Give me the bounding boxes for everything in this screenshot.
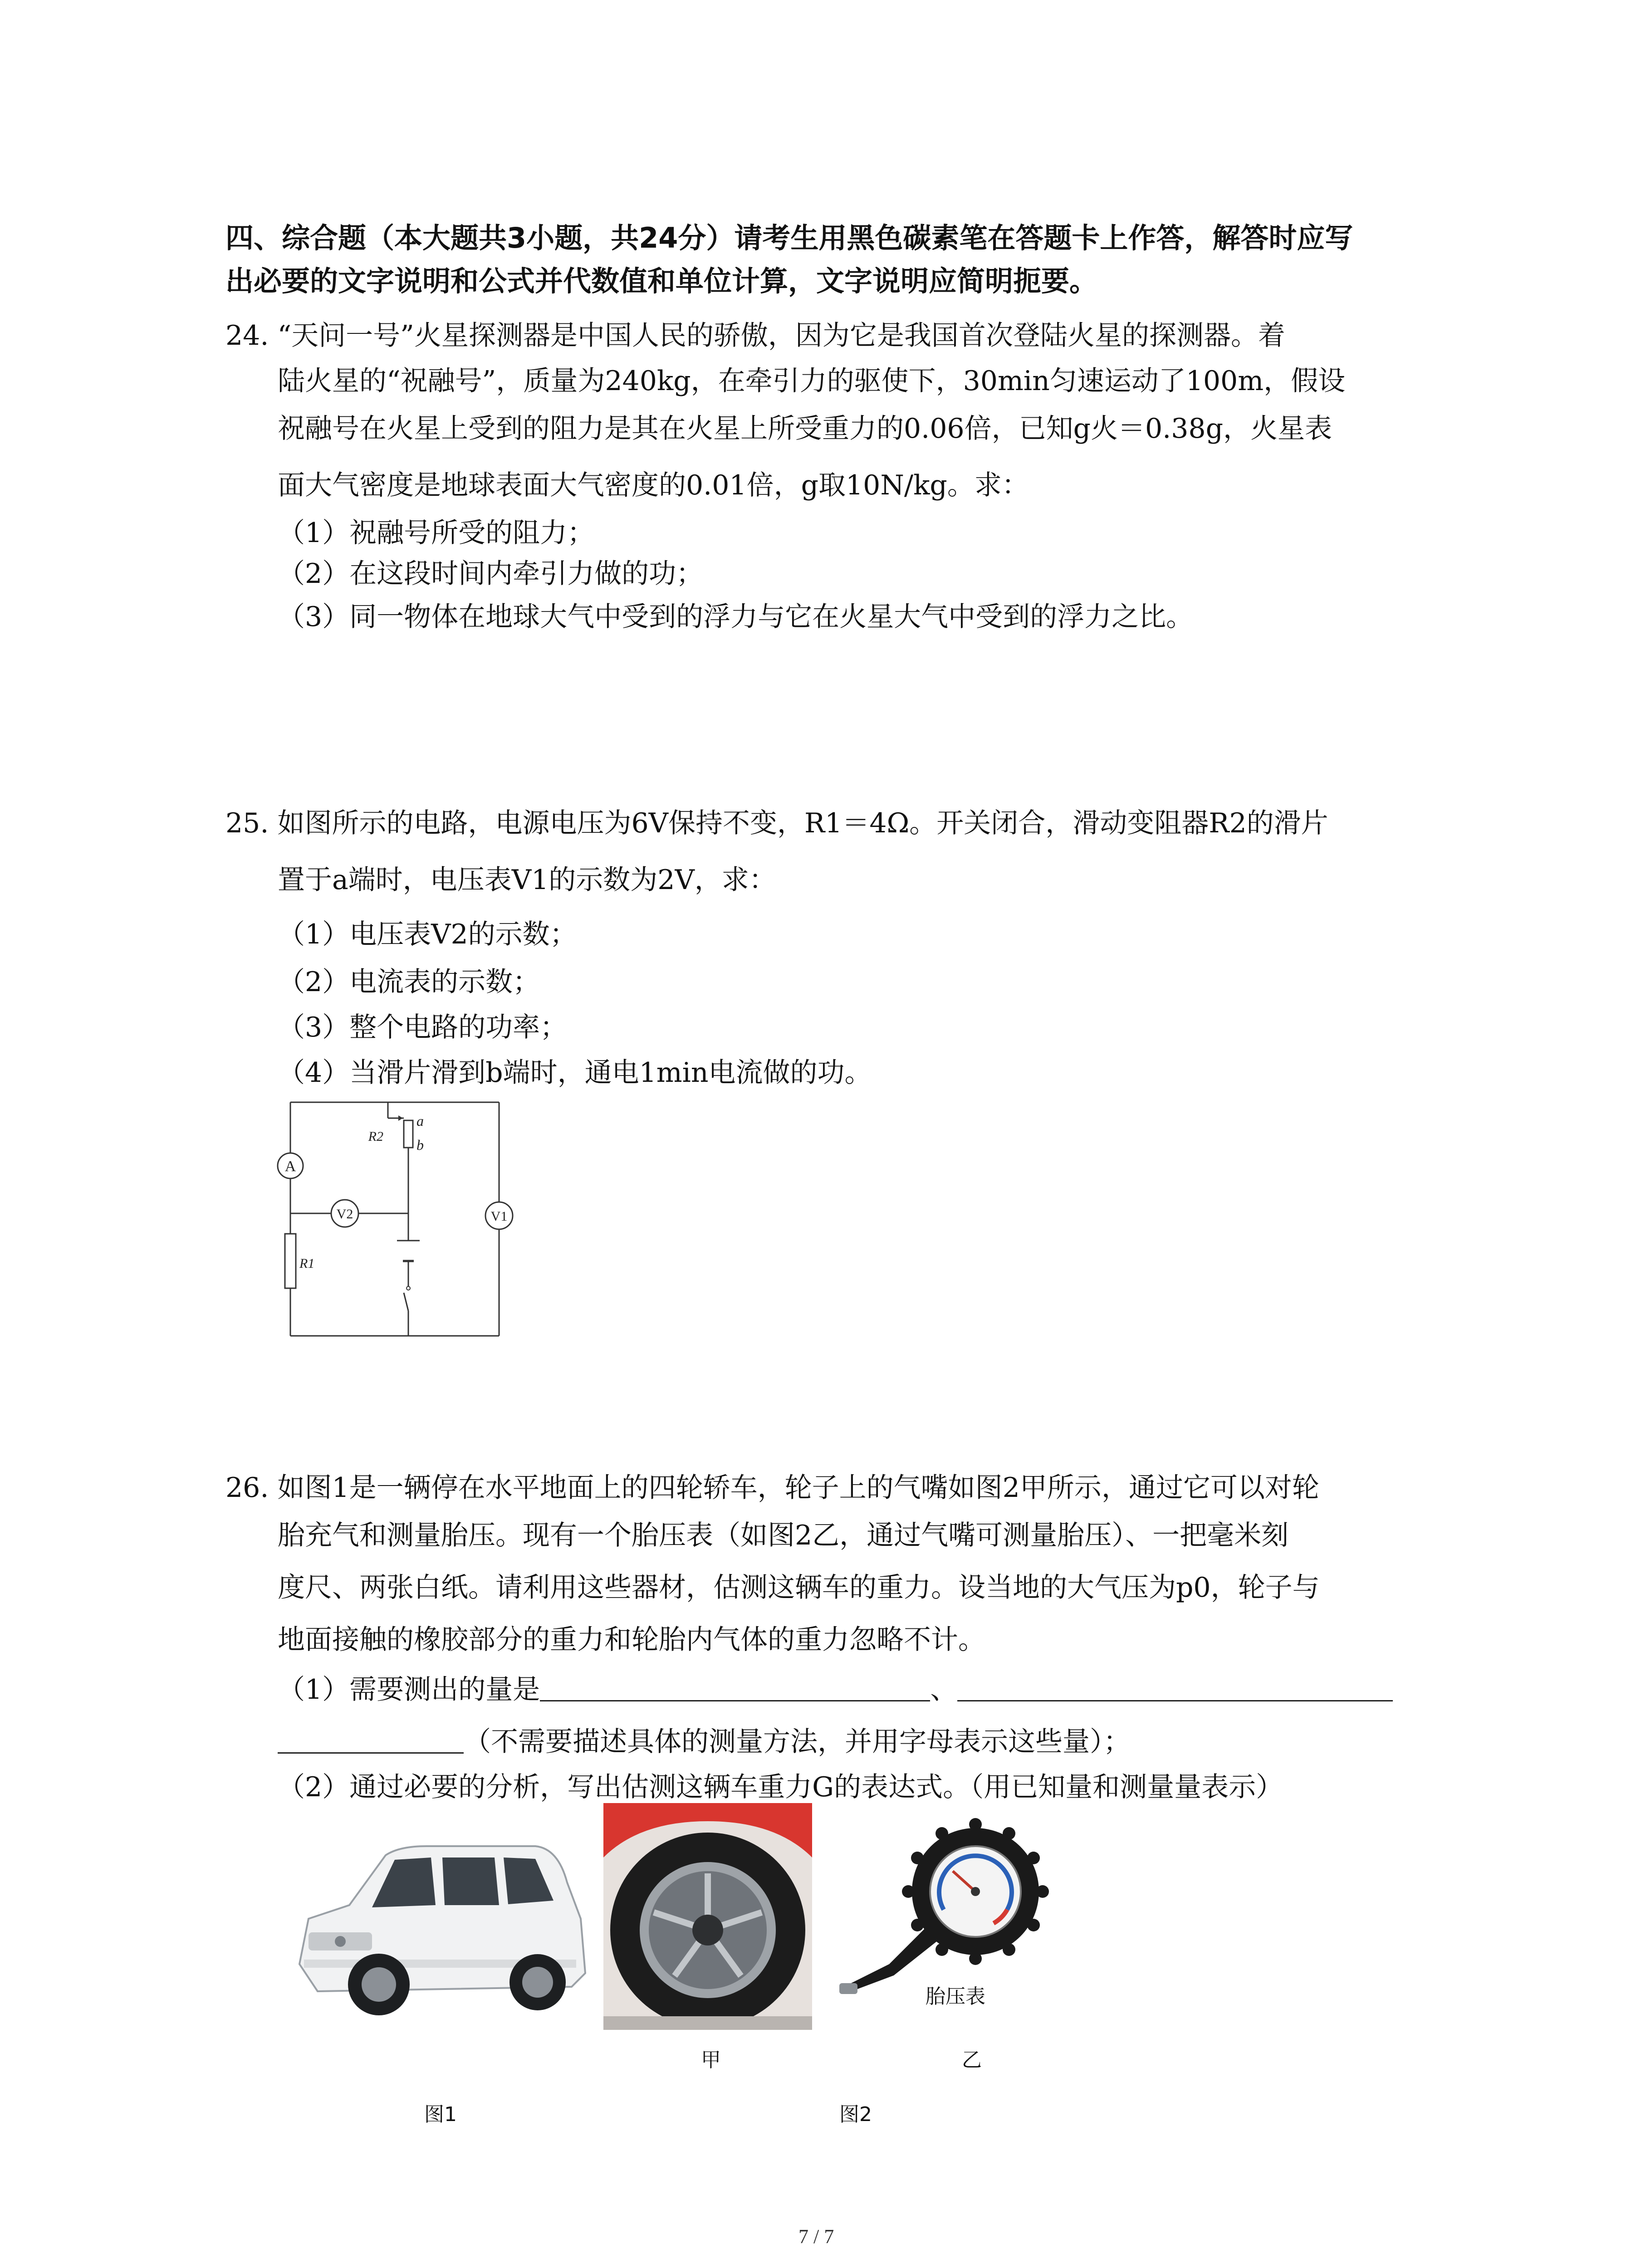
section-heading-line-2: 出必要的文字说明和公式并代数值和单位计算，文字说明应简明扼要。: [225, 264, 1098, 298]
answer-blank-1[interactable]: [540, 1673, 930, 1701]
q26-line-4: 地面接触的橡胶部分的重力和轮胎内气体的重力忽略不计。: [278, 1624, 985, 1656]
q26-line-1: 26. 如图1是一辆停在水平地面上的四轮轿车，轮子上的气嘴如图2甲所示，通过它可以对轮: [225, 1472, 1319, 1504]
q24-line-4: 面大气密度是地球表面大气密度的0.01倍，g取10N/kg。求：: [278, 469, 1029, 501]
caption-fig-2: 图2: [839, 2103, 872, 2126]
q26-sub-1-suffix: （不需要描述具体的测量方法，并用字母表示这些量）；: [464, 1726, 1131, 1758]
terminal-a-label: a: [416, 1113, 424, 1129]
q24-sub-1: （1）祝融号所受的阻力；: [278, 517, 595, 549]
answer-blank-2[interactable]: [957, 1673, 1393, 1701]
section-heading-line-1: 四、综合题（本大题共3小题，共24分）请考生用黑色碳素笔在答题卡上作答，解答时应写: [225, 221, 1353, 254]
q25-sub-4: （4）当滑片滑到b端时，通电1min电流做的功。: [278, 1057, 872, 1089]
gauge-label: 胎压表: [926, 1985, 985, 2008]
r1-label: R1: [299, 1256, 315, 1271]
caption-yi: 乙: [962, 2048, 982, 2072]
r2-label: R2: [368, 1129, 383, 1144]
q25-line-1: 25. 如图所示的电路，电源电压为6V保持不变，R1＝4Ω。开关闭合，滑动变阻器R2的滑片: [225, 807, 1328, 839]
v2-label: V2: [336, 1207, 353, 1222]
q25-sub-1: （1）电压表V2的示数；: [278, 919, 577, 950]
terminal-b-label: b: [416, 1137, 424, 1153]
caption-jia: 甲: [701, 2048, 721, 2072]
q24-line-2: 陆火星的“祝融号”，质量为240kg，在牵引力的驱使下，30min匀速运动了100m，假设: [278, 365, 1346, 397]
q24-sub-3: （3）同一物体在地球大气中受到的浮力与它在火星大气中受到的浮力之比。: [278, 601, 1194, 633]
q24-sub-2: （2）在这段时间内牵引力做的功；: [278, 558, 704, 590]
v1-label: V1: [490, 1209, 508, 1224]
q26-line-2: 胎充气和测量胎压。现有一个胎压表（如图2乙，通过气嘴可测量胎压）、一把毫米刻: [278, 1520, 1289, 1551]
q26-sub-1-separator: 、: [930, 1674, 958, 1706]
q24-line-3: 祝融号在火星上受到的阻力是其在火星上所受重力的0.06倍，已知g火＝0.38g，火星表: [278, 413, 1332, 445]
q25-sub-3: （3）整个电路的功率；: [278, 1012, 568, 1043]
q24-line-1: 24. “天问一号”火星探测器是中国人民的骄傲，因为它是我国首次登陆火星的探测器。着: [225, 320, 1285, 352]
ammeter-label: A: [284, 1158, 296, 1175]
q25-line-2: 置于a端时，电压表V1的示数为2V，求：: [278, 864, 776, 896]
circuit-diagram: [272, 1093, 526, 1347]
q26-sub-1-row-2: [278, 1724, 1131, 1760]
q26-line-3: 度尺、两张白纸。请利用这些器材，估测这辆车的重力。设当地的大气压为p0，轮子与: [278, 1572, 1320, 1603]
q25-sub-2: （2）电流表的示数；: [278, 966, 540, 998]
page-number: 7 / 7: [798, 2225, 834, 2248]
car-photo: [281, 1828, 599, 2037]
q26-sub-2: （2）通过必要的分析，写出估测这辆车重力G的表达式。（用已知量和测量量表示）: [278, 1771, 1283, 1803]
caption-fig-1: 图1: [424, 2103, 457, 2126]
tire-photo: [603, 1803, 812, 2030]
q26-sub-1-prefix: （1）需要测出的量是: [278, 1674, 540, 1706]
q26-sub-1-row-1: [278, 1672, 1393, 1708]
answer-blank-3[interactable]: [278, 1725, 464, 1754]
